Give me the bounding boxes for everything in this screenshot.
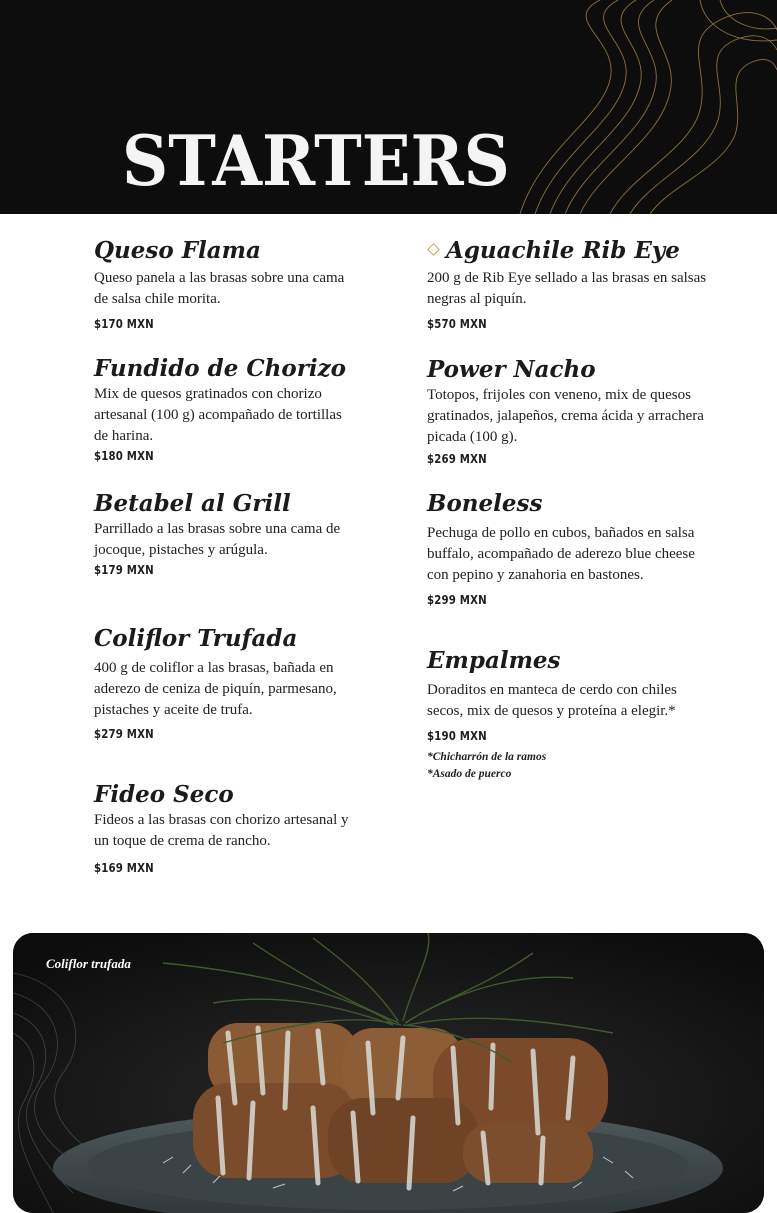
item-name: Coliflor Trufada bbox=[94, 625, 298, 652]
item-description: Totopos, frijoles con veneno, mix de quesos gratinados, jalapeños, crema ácida y arrachera picada (100 g). bbox=[427, 387, 704, 445]
menu-item bbox=[427, 236, 707, 331]
header-banner bbox=[0, 0, 777, 214]
diamond-icon bbox=[427, 243, 440, 256]
item-price: $269 MXN bbox=[427, 452, 487, 466]
item-description: Queso panela a las brasas sobre una cama de salsa chile morita. bbox=[94, 270, 345, 307]
item-description: Parrillado a las brasas sobre una cama de jocoque, pistaches y arúgula. bbox=[94, 521, 341, 558]
menu-item bbox=[427, 355, 707, 466]
item-notes bbox=[427, 749, 707, 783]
item-price: $299 MXN bbox=[427, 593, 487, 607]
item-name: Queso Flama bbox=[94, 237, 261, 264]
item-note: *Asado de puerco bbox=[427, 768, 512, 780]
item-description: 200 g de Rib Eye sellado a las brasas en salsas negras al piquín. bbox=[427, 270, 707, 307]
menu-item bbox=[94, 236, 354, 331]
menu-item bbox=[427, 489, 707, 607]
item-description: Fideos a las brasas con chorizo artesanal y un toque de crema de rancho. bbox=[94, 812, 349, 849]
item-name: Boneless bbox=[427, 490, 543, 517]
menu-item bbox=[427, 646, 707, 783]
item-description: Pechuga de pollo en cubos, bañados en salsa buffalo, acompañado de aderezo blue cheese con pepino y zanahoria en bastones. bbox=[427, 525, 695, 583]
item-name: Fundido de Chorizo bbox=[94, 355, 346, 382]
item-description: 400 g de coliflor a las brasas, bañada en aderezo de ceniza de piquín, parmesano, pistaches y aceite de trufa. bbox=[94, 660, 337, 718]
item-name: Power Nacho bbox=[427, 356, 596, 383]
item-name: Empalmes bbox=[427, 647, 561, 674]
item-price: $180 MXN bbox=[94, 449, 154, 463]
item-name: Betabel al Grill bbox=[94, 490, 291, 517]
food-image bbox=[13, 933, 764, 1213]
item-name bbox=[427, 236, 707, 266]
menu-item bbox=[94, 489, 354, 577]
item-description: Mix de quesos gratinados con chorizo artesanal (100 g) acompañado de tortillas de harina. bbox=[94, 386, 342, 444]
item-price: $170 MXN bbox=[94, 317, 154, 331]
menu-item bbox=[94, 624, 354, 741]
item-price: $169 MXN bbox=[94, 861, 154, 875]
item-name: Fideo Seco bbox=[94, 781, 234, 808]
item-note: *Chicharrón de la ramos bbox=[427, 751, 547, 763]
photo-caption: Coliflor trufada bbox=[46, 956, 131, 971]
item-price: $279 MXN bbox=[94, 727, 154, 741]
item-description: Doraditos en manteca de cerdo con chiles secos, mix de quesos y proteína a elegir.* bbox=[427, 682, 677, 719]
page-title: STARTERS bbox=[122, 121, 510, 203]
item-price: $190 MXN bbox=[427, 729, 487, 743]
item-price: $570 MXN bbox=[427, 317, 487, 331]
menu-item bbox=[94, 354, 354, 463]
item-name-text: Aguachile Rib Eye bbox=[446, 237, 680, 264]
item-price: $179 MXN bbox=[94, 563, 154, 577]
menu-item bbox=[94, 780, 354, 875]
food-photo bbox=[13, 933, 764, 1213]
